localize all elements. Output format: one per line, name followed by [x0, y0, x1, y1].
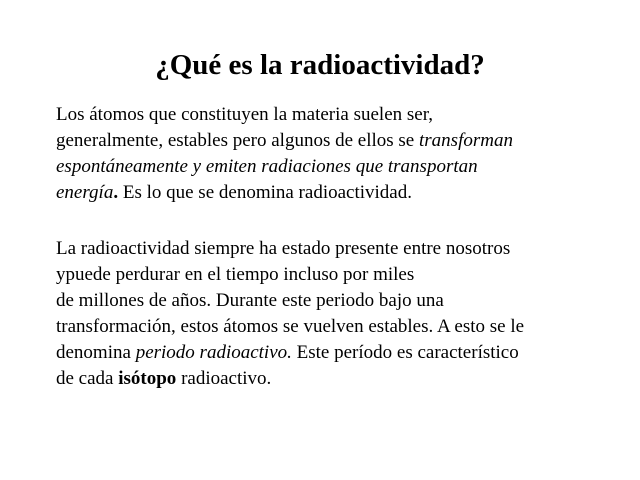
- paragraph-line: [56, 154, 636, 180]
- text-run: generalmente, estables pero algunos de ellos se: [56, 130, 419, 151]
- paragraph-line: [56, 128, 636, 154]
- text-run: Los átomos que constituyen la materia suelen ser,: [56, 104, 434, 125]
- paragraph-line: [56, 262, 636, 288]
- bold-term: isótopo: [118, 368, 177, 389]
- bold-period: .: [113, 182, 119, 203]
- text-run: Este período es característico: [291, 342, 519, 363]
- text-run: La radioactividad siempre ha estado presente entre nosotros: [56, 238, 511, 259]
- emphasis-text: periodo radioactivo.: [135, 342, 292, 363]
- paragraph-line: [56, 102, 636, 128]
- text-run: radioactivo.: [176, 368, 272, 389]
- emphasis-text: energía: [56, 182, 114, 203]
- text-run: de cada: [56, 368, 119, 389]
- paragraph-definition: [56, 102, 636, 206]
- paragraph-line: [56, 236, 636, 262]
- paragraph-line: [56, 366, 636, 392]
- paragraph-line: [56, 288, 636, 314]
- text-run: Es lo que se denomina radioactividad.: [118, 182, 412, 203]
- text-run: denomina: [56, 342, 136, 363]
- paragraph-line: [56, 314, 636, 340]
- emphasis-text: espontáneamente y emiten radiaciones que transportan: [56, 156, 478, 177]
- paragraph-history: [56, 236, 636, 392]
- paragraph-line: [56, 180, 636, 206]
- text-run: de millones de años. Durante este periodo bajo una: [56, 290, 444, 311]
- slide-title: ¿Qué es la radioactividad?: [155, 49, 485, 81]
- paragraph-line: [56, 340, 636, 366]
- emphasis-text: transforman: [419, 130, 513, 151]
- text-run: ypuede perdurar en el tiempo incluso por miles: [56, 264, 415, 285]
- text-run: transformación, estos átomos se vuelven estables. A esto se le: [56, 316, 525, 337]
